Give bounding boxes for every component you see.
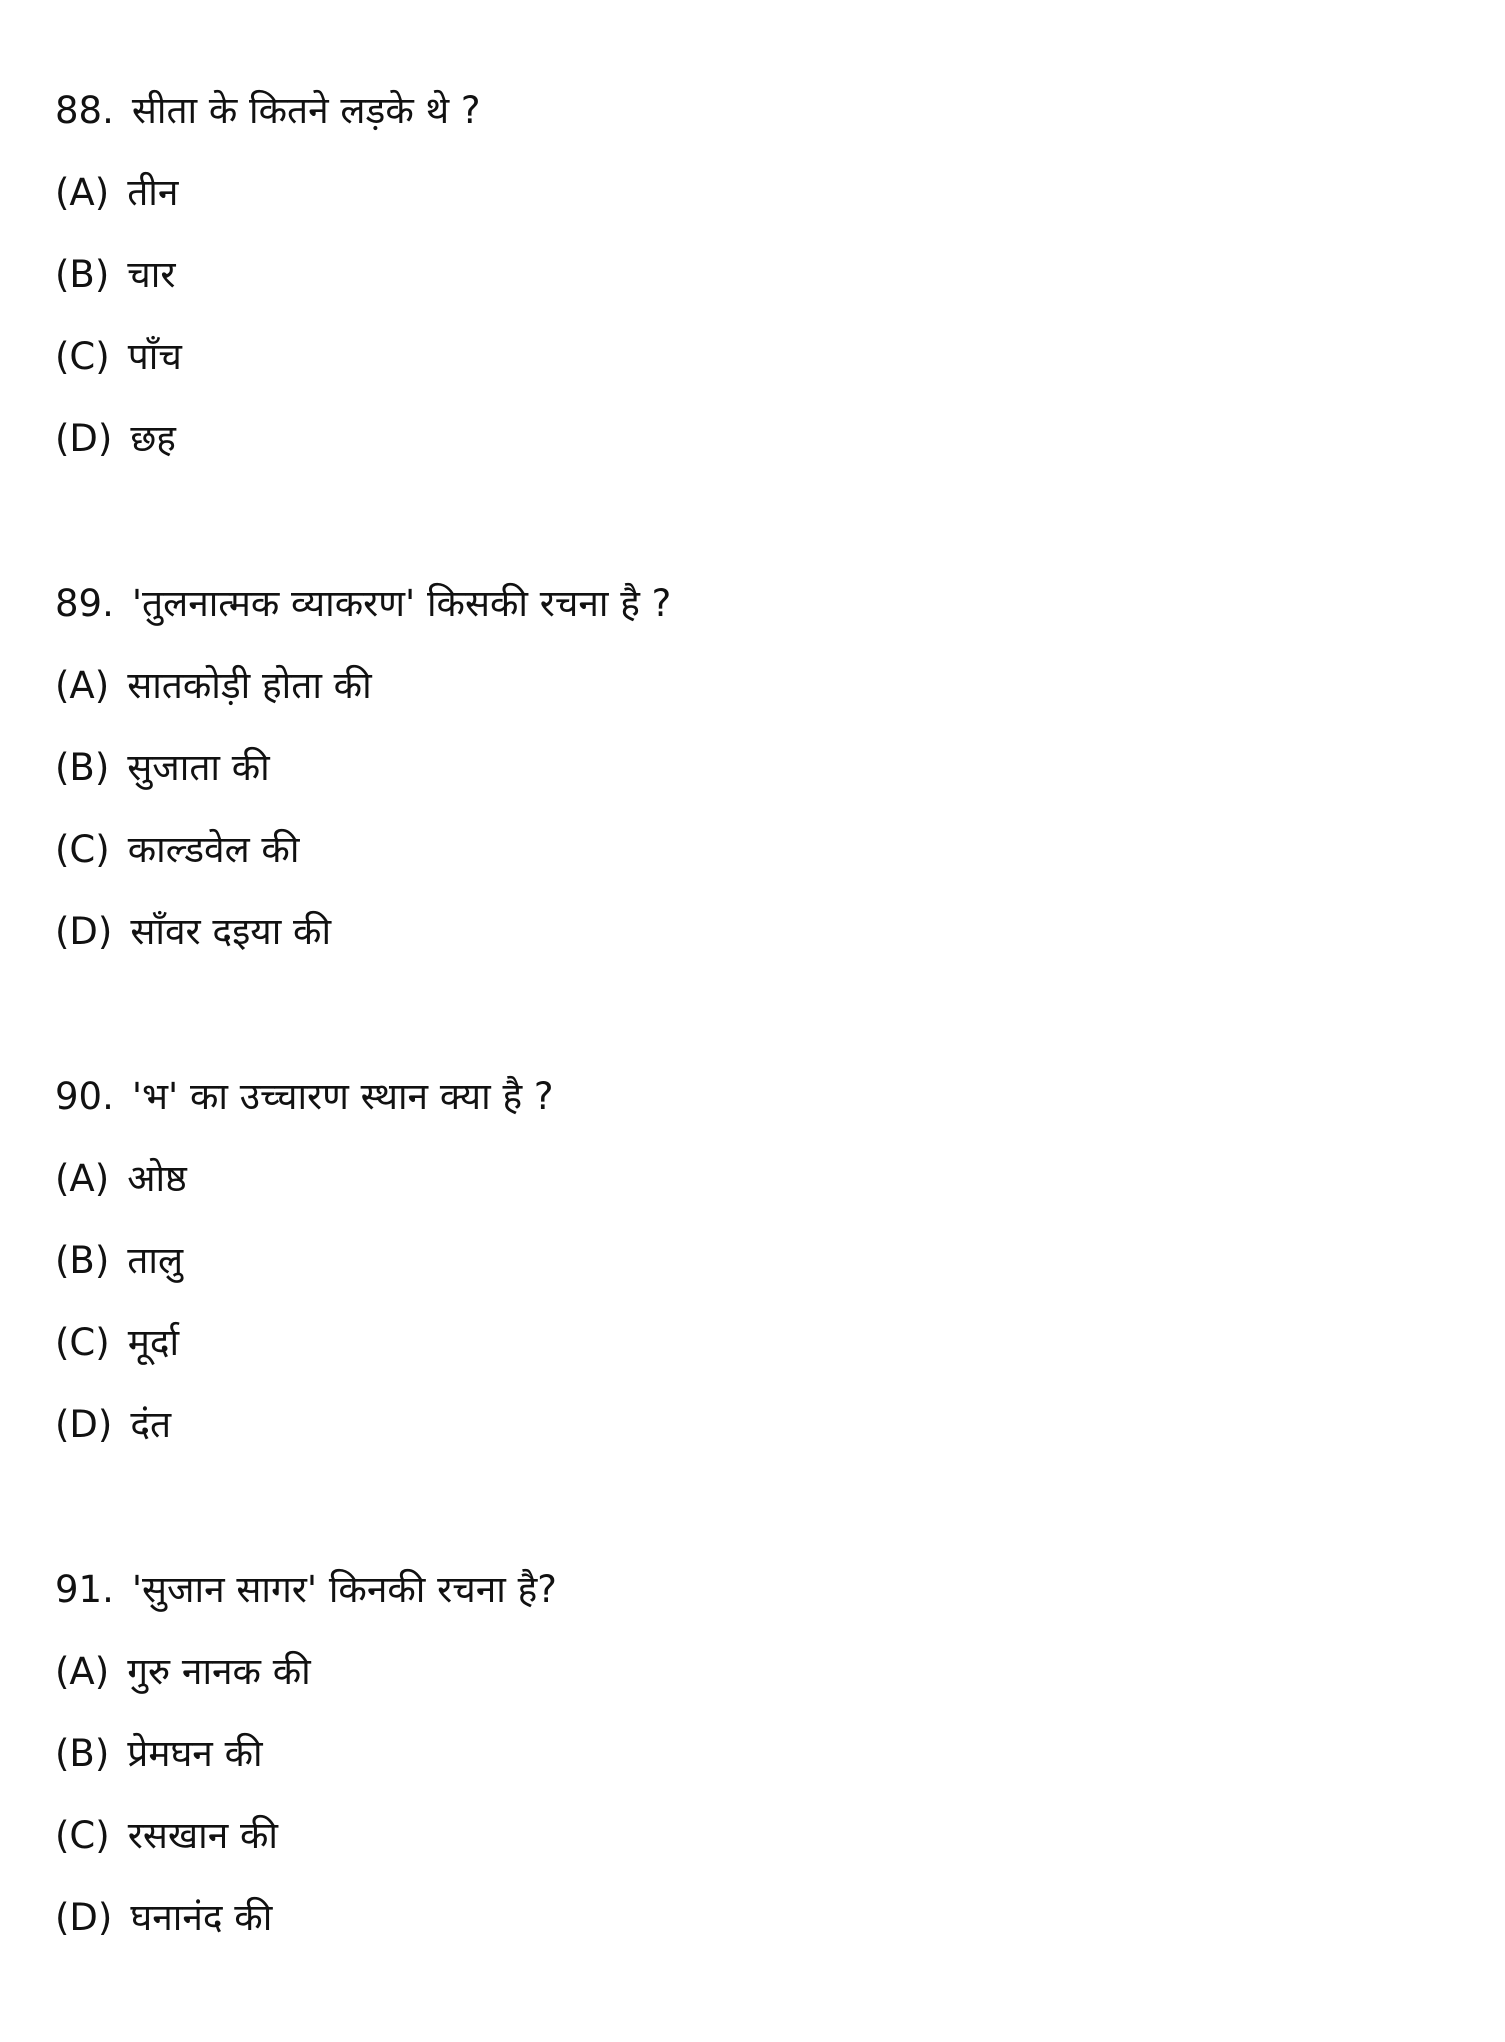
option-b: [55, 1713, 1455, 1795]
question-number: 88.: [55, 89, 114, 132]
question-88: [55, 70, 1455, 563]
option-c: [55, 809, 1455, 891]
option-text: तालु: [127, 1239, 184, 1282]
option-label: (D): [55, 1896, 113, 1939]
option-label: (C): [55, 1321, 110, 1364]
option-a: [55, 152, 1455, 234]
option-label: (C): [55, 828, 110, 871]
option-text: सातकोड़ी होता की: [127, 664, 372, 707]
option-d: [55, 891, 1455, 973]
option-b: [55, 1220, 1455, 1302]
option-c: [55, 1302, 1455, 1384]
option-label: (C): [55, 335, 110, 378]
option-text: साँवर दइया की: [130, 910, 332, 953]
option-label: (D): [55, 1403, 113, 1446]
option-text: तीन: [127, 171, 179, 214]
option-text: गुरु नानक की: [127, 1650, 311, 1693]
question-stem: [55, 1056, 1455, 1138]
option-text: रसखान की: [127, 1814, 279, 1857]
option-d: [55, 1877, 1455, 1959]
option-text: चार: [127, 253, 176, 296]
option-b: [55, 234, 1455, 316]
option-c: [55, 1795, 1455, 1877]
option-b: [55, 727, 1455, 809]
option-text: ओष्ठ: [127, 1157, 187, 1200]
question-stem: [55, 563, 1455, 645]
option-c: [55, 316, 1455, 398]
option-text: सुजाता की: [127, 746, 270, 789]
question-number: 89.: [55, 582, 114, 625]
option-label: (A): [55, 664, 110, 707]
option-label: (B): [55, 1239, 110, 1282]
question-number: 91.: [55, 1568, 114, 1611]
option-label: (A): [55, 171, 110, 214]
question-text: 'सुजान सागर' किनकी रचना है?: [131, 1568, 557, 1611]
question-number: 90.: [55, 1075, 114, 1118]
option-text: घनानंद की: [130, 1896, 273, 1939]
option-a: [55, 1138, 1455, 1220]
option-label: (A): [55, 1650, 110, 1693]
option-text: प्रेमघन की: [127, 1732, 263, 1775]
option-text: काल्डवेल की: [127, 828, 300, 871]
question-stem: [55, 1549, 1455, 1631]
option-text: छह: [130, 417, 176, 460]
option-label: (B): [55, 253, 110, 296]
question-stem: [55, 70, 1455, 152]
option-label: (D): [55, 417, 113, 460]
option-label: (B): [55, 1732, 110, 1775]
option-a: [55, 1631, 1455, 1713]
option-label: (B): [55, 746, 110, 789]
option-label: (C): [55, 1814, 110, 1857]
question-text: 'भ' का उच्चारण स्थान क्या है ?: [131, 1075, 554, 1118]
option-d: [55, 1384, 1455, 1466]
question-89: [55, 563, 1455, 1056]
question-page: [55, 70, 1455, 2042]
question-text: 'तुलनात्मक व्याकरण' किसकी रचना है ?: [131, 582, 672, 625]
option-d: [55, 398, 1455, 480]
option-label: (D): [55, 910, 113, 953]
option-text: पाँच: [127, 335, 182, 378]
option-a: [55, 645, 1455, 727]
question-text: सीता के कितने लड़के थे ?: [131, 89, 481, 132]
question-91: [55, 1549, 1455, 2042]
option-label: (A): [55, 1157, 110, 1200]
option-text: दंत: [130, 1403, 172, 1446]
question-90: [55, 1056, 1455, 1549]
option-text: मूर्दा: [127, 1321, 180, 1364]
